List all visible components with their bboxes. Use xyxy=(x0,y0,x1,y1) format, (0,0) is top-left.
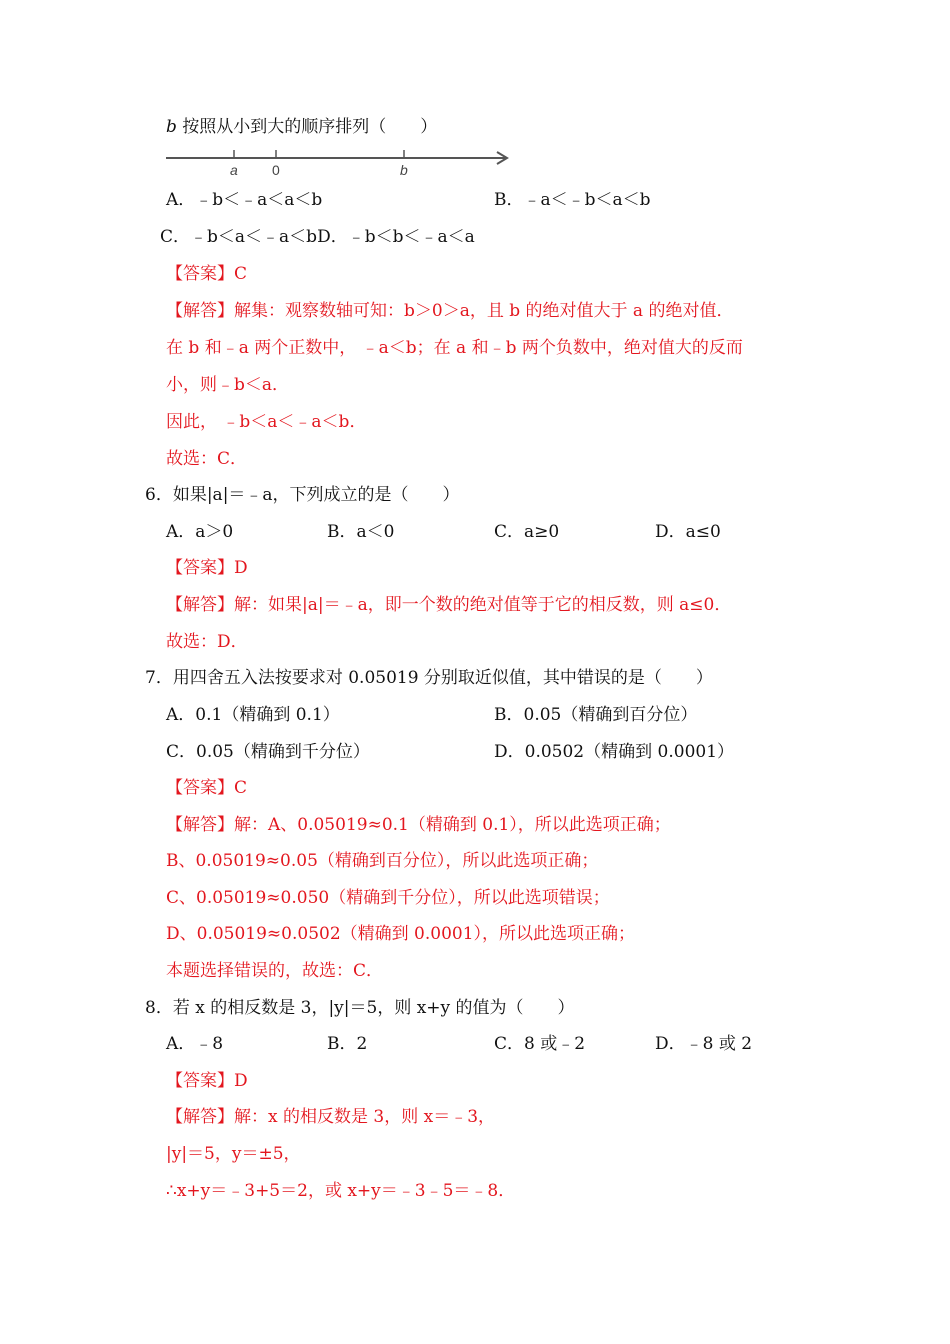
q7-solution-line: 【解答】解：A、0.05019≈0.1（精确到 0.1），所以此选项正确； xyxy=(166,815,671,835)
number-line xyxy=(160,145,520,183)
q6-option-d: D．a≤0 xyxy=(655,522,721,542)
q7-solution-line: C、0.05019≈0.050（精确到千分位），所以此选项错误； xyxy=(166,888,610,908)
q8-option-a: A．﹣8 xyxy=(166,1034,224,1054)
q5-option-a: A．﹣b＜﹣a＜a＜b xyxy=(166,190,323,210)
q7-option-c: C．0.05（精确到千分位） xyxy=(166,742,370,762)
label-b: b xyxy=(400,162,408,178)
q5-option-b: B．﹣a＜﹣b＜a＜b xyxy=(494,190,651,210)
q8-option-d: D．﹣8 或 2 xyxy=(655,1034,753,1054)
q5-stem: b 按照从小到大的顺序排列（ ） xyxy=(166,117,438,137)
q7-answer: 【答案】C xyxy=(166,778,248,798)
q6-option-a: A．a＞0 xyxy=(166,522,234,542)
q5-solution-line: 小，则﹣b＜a． xyxy=(166,375,290,395)
q5-option-c-d: C．﹣b＜a＜﹣a＜bD．﹣b＜b＜﹣a＜a xyxy=(160,227,475,247)
q8-answer: 【答案】D xyxy=(166,1071,248,1091)
q5-solution-line: 因此， ﹣b＜a＜﹣a＜b． xyxy=(166,412,367,432)
q6-stem: 6．如果|a|＝﹣a，下列成立的是（ ） xyxy=(145,485,460,505)
q7-option-a: A．0.1（精确到 0.1） xyxy=(166,705,340,725)
q7-solution-line: 本题选择错误的，故选：C． xyxy=(166,961,384,981)
q7-option-b: B．0.05（精确到百分位） xyxy=(494,705,698,725)
q7-stem: 7．用四舍五入法按要求对 0.05019 分别取近似值，其中错误的是（ ） xyxy=(145,668,713,688)
q8-option-c: C．8 或﹣2 xyxy=(494,1034,586,1054)
q5-solution-line: 故选：C． xyxy=(166,449,248,469)
q6-option-c: C．a≥0 xyxy=(494,522,560,542)
q5-solution-line: 【解答】解集：观察数轴可知：b＞0＞a，且 b 的绝对值大于 a 的绝对值． xyxy=(166,301,734,321)
q5-solution-line: 在 b 和﹣a 两个正数中， ﹣a＜b；在 a 和﹣b 两个负数中，绝对值大的反而 xyxy=(166,338,743,358)
q5-answer: 【答案】C xyxy=(166,264,248,284)
q8-solution-line: ∴x+y＝﹣3+5＝2，或 x+y＝﹣3﹣5＝﹣8． xyxy=(166,1181,516,1201)
label-a: a xyxy=(230,162,238,178)
q6-option-b: B．a＜0 xyxy=(327,522,395,542)
q8-option-b: B．2 xyxy=(327,1034,368,1054)
label-zero: 0 xyxy=(272,162,280,178)
q8-solution-line: |y|＝5，y＝±5， xyxy=(166,1144,301,1164)
q7-option-d: D．0.0502（精确到 0.0001） xyxy=(494,742,735,762)
q6-solution-line: 【解答】解：如果|a|＝﹣a，即一个数的绝对值等于它的相反数，则 a≤0． xyxy=(166,595,732,615)
q7-solution-line: D、0.05019≈0.0502（精确到 0.0001），所以此选项正确； xyxy=(166,924,636,944)
q7-solution-line: B、0.05019≈0.05（精确到百分位），所以此选项正确； xyxy=(166,851,599,871)
q8-stem: 8．若 x 的相反数是 3，|y|＝5，则 x+y 的值为（ ） xyxy=(145,998,575,1018)
q6-answer: 【答案】D xyxy=(166,558,248,578)
q6-solution-line: 故选：D． xyxy=(166,632,248,652)
q8-solution-line: 【解答】解：x 的相反数是 3，则 x＝﹣3， xyxy=(166,1107,496,1127)
